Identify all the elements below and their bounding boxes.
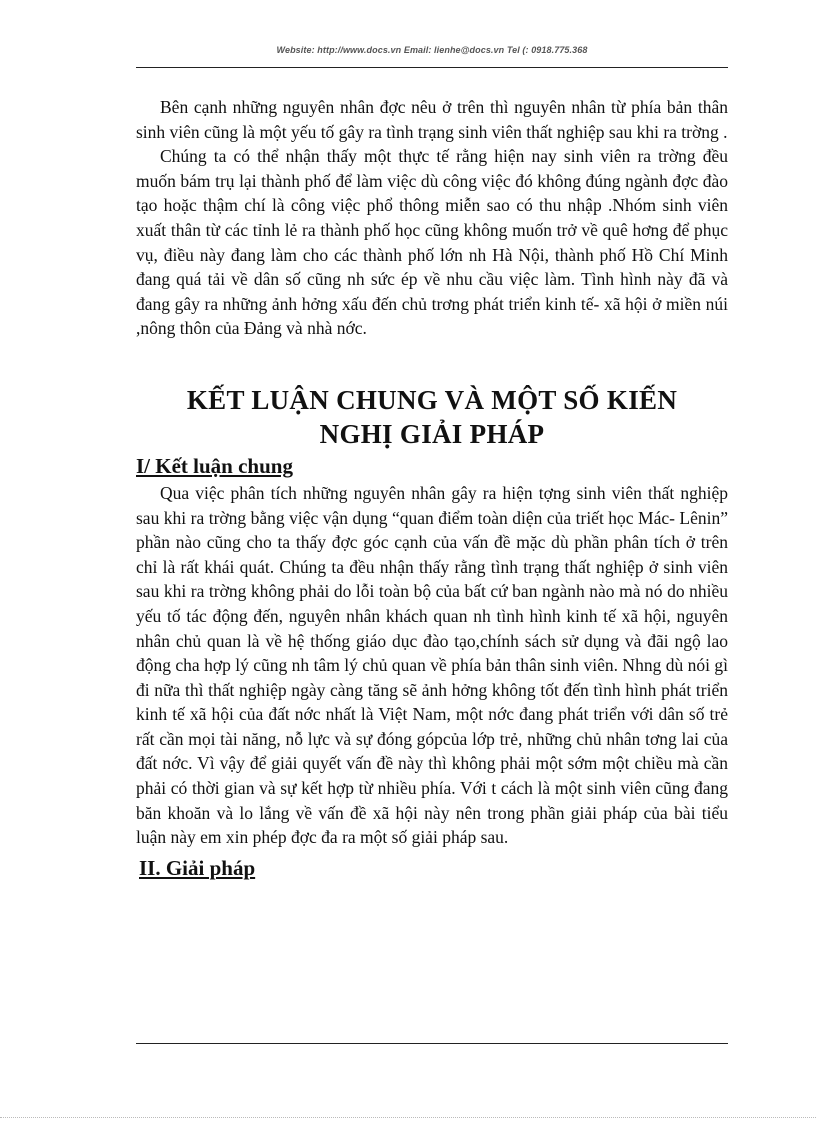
document-body xyxy=(136,95,728,883)
footer-rule xyxy=(136,1043,728,1044)
page-header-text: Website: http://www.docs.vn Email: lienhe@docs.vn Tel (: 0918.775.368 xyxy=(276,45,588,55)
section-heading-conclusion: I/ Kết luận chung xyxy=(136,453,293,478)
main-title-line2: NGHỊ GIẢI PHÁP xyxy=(319,418,545,449)
page-break-line xyxy=(0,1117,816,1118)
paragraph-causes-students: Bên cạnh những nguyên nhân đợc nêu ở trên thì nguyên nhân từ phía bản thân sinh viên cũng là một yếu tố gây ra tình trạng sinh viên thất nghiệp sau khi ra trờng . xyxy=(136,97,728,142)
header-rule xyxy=(136,67,728,68)
paragraph-city-migration: Chúng ta có thể nhận thấy một thực tế rằng hiện nay sinh viên ra trờng đều muốn bám trụ lại thành phố để làm việc dù công việc đó không đúng ngành đợc đào tạo hoặc thậm chí là công việc phổ thông miễn sao có thu nhập .Nhóm sinh viên xuất thân từ các tỉnh lẻ ra thành phố học cũng không muốn trở về quê hơng để phục vụ, điều này đang làm cho các thành phố lớn nh Hà Nội, thành phố Hồ Chí Minh đang quá tải về dân số cũng nh sức ép về nhu cầu việc làm. Tình hình này đã và đang gây ra những ảnh hởng xấu đến chủ trơng phát triển kinh tế- xã hội ở miền núi ,nông thôn của Đảng và nhà nớc. xyxy=(136,146,728,339)
main-title xyxy=(136,383,728,451)
section-heading-solutions: II. Giải pháp xyxy=(139,855,256,880)
main-title-line1: KẾT LUẬN CHUNG VÀ MỘT SỐ KIẾN xyxy=(186,384,678,415)
paragraph-conclusion: Qua việc phân tích những nguyên nhân gây ra hiện tợng sinh viên thất nghiệp sau khi ra trờng bằng việc vận dụng “quan điểm toàn diện của triết học Mác- Lênin” phần nào cũng cho ta thấy đợc góc cạnh của vấn đề mặc dù phần phân tích ở trên chỉ là rất khái quát. Chúng ta đều nhận thấy rằng tình trạng thất nghiệp ở sinh viên sau khi ra trờng không phải do lỗi toàn bộ của bất cứ ban ngành nào mà nó do nhiều yếu tố tác động đến, nguyên nhân khách quan nh tình hình kinh tế xã hội, nguyên nhân chủ quan là về hệ thống giáo dục đào tạo,chính sách sử dụng và đãi ngộ lao động cha hợp lý cũng nh tâm lý chủ quan về phía bản thân sinh viên. Nhng dù nói gì đi nữa thì thất nghiệp ngày càng tăng sẽ ảnh hởng không tốt đến tình hình phát triển kinh tế xã hội của đất nớc nhất là Việt Nam, một nớc đang phát triển với dân số trẻ rất cần mọi tài năng, nỗ lực và sự đóng gópcủa lớp trẻ, những chủ nhân tơng lai của đất nớc. Vì vậy để giải quyết vấn đề này thì không phải một sớm một chiều mà cần phải có thời gian và sự kết hợp từ nhiều phía. Với t cách là một sinh viên cũng đang băn khoăn và lo lắng về vấn đề xã hội này nên trong phần giải pháp của bài tiểu luận này em xin phép đợc đa ra một số giải pháp sau. xyxy=(136,482,728,848)
